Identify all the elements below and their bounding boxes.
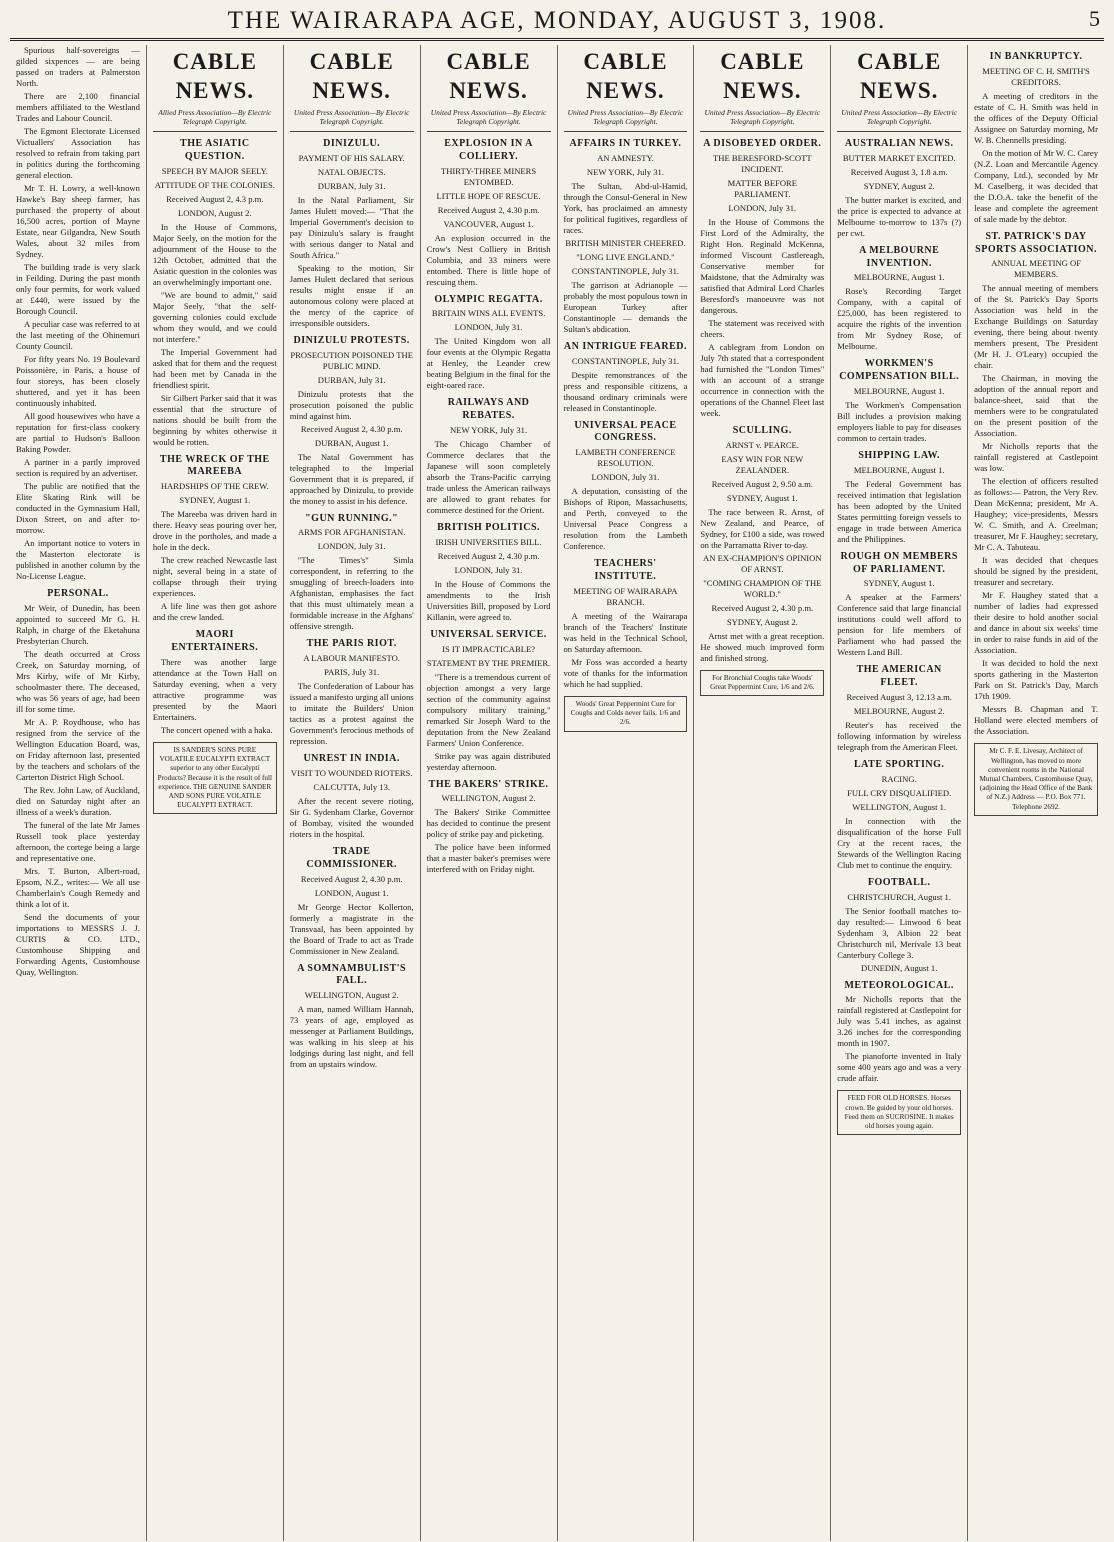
article-headline: ST. PATRICK'S DAY SPORTS ASSOCIATION. [975, 230, 1097, 255]
article-paragraph: Arnst met with a great reception. He showed much improved form and finished strong. [700, 630, 825, 663]
article-paragraph: Dinizulu protests that the prosecution poisoned the public mind against him. [289, 388, 414, 421]
article-paragraph: "The Times's" Simla correspondent, in referring to the smuggling of breech-loaders into Afghanistan, emphasises the fact that this must ultimately mean a formidable increase in the Afghans' offensive strength. [289, 555, 414, 632]
article-subheading: VANCOUVER, August 1. [443, 218, 534, 229]
column-title: CABLE NEWS. [720, 49, 805, 104]
article-headline: LATE SPORTING. [854, 759, 945, 771]
article-subheading: Received August 2, 4.3 p.m. [166, 193, 264, 204]
article-paragraph: Spurious half-sovereigns — gilded sixpences — are being passed on traders at Palmerston North. [16, 45, 140, 88]
article-paragraph: The Bakers' Strike Committee has decided to continue the present policy of strike pay and picketing. [426, 807, 551, 840]
article-subheading: ATTITUDE OF THE COLONIES. [154, 179, 275, 190]
article-paragraph: "We are bound to admit," said Major Seely, "that the self-governing colonies could exclude whom they would, and we could not interfere." [152, 289, 277, 344]
article-subheading: STATEMENT BY THE PREMIER. [426, 657, 551, 668]
article-subheading: AN EX-CHAMPION'S OPINION OF ARNST. [703, 552, 822, 574]
article-paragraph: The Federal Government has received intimation that legislation has been adopted by the United States permitting foreign vessels to engage in trade between America and the Philippines. [837, 478, 962, 544]
article-paragraph: There was another large attendance at the Town Hall on Saturday evening, when a very attractive programme was presented by the Maori Entertainers. [152, 656, 277, 722]
article-subheading: BUTTER MARKET EXCITED. [842, 152, 956, 163]
column-credit-line: United Press Association—By Electric Telegraph Copyright. [564, 108, 688, 132]
article-headline: AN INTRIGUE FEARED. [563, 340, 687, 352]
article-subheading: IRISH UNIVERSITIES BILL. [435, 536, 542, 547]
article-subheading: ARMS FOR AFGHANISTAN. [297, 527, 406, 538]
article-paragraph: There are 2,100 financial members affiliated to the Westland Trades and Labour Council. [16, 91, 140, 123]
article-subheading: MEETING OF C. H. SMITH'S CREDITORS. [982, 65, 1090, 87]
masthead [10, 4, 1104, 41]
article-paragraph: The funeral of the late Mr James Russell took place yesterday afternoon, the cortege being a large and representative one. [16, 819, 140, 863]
article-subheading: LONDON, July 31. [591, 472, 660, 483]
article-subheading: SYDNEY, August 2. [726, 616, 798, 627]
article-paragraph: The annual meeting of members of the St. Patrick's Day Sports Association was held in the Exchange Buildings on Saturday evening, there being about twenty members present, The President (Mr H. J. O'Leary) occupied the chair. [974, 283, 1098, 371]
article-headline: A SOMNAMBULIST'S FALL. [297, 962, 407, 987]
article-subheading: VISIT TO WOUNDED RIOTERS. [290, 768, 413, 779]
article-subheading: LONDON, July 31. [728, 202, 797, 213]
article-headline: EXPLOSION IN A COLLIERY. [444, 138, 533, 162]
article-headline: UNREST IN INDIA. [303, 753, 400, 765]
article-paragraph: The Chairman, in moving the adoption of the annual report and balance-sheet, said that the members were to be congratulated on the present position of the Association. [974, 373, 1098, 439]
article-subheading: LONDON, July 31. [454, 322, 523, 333]
article-subheading: SYDNEY, August 1. [726, 492, 798, 503]
article-subheading: LONDON, July 31. [454, 564, 523, 575]
column-7 [831, 45, 968, 1541]
column-4 [421, 45, 558, 1541]
article-paragraph: A partner in a partly improved section is required by an advertiser. [16, 457, 140, 478]
article-subheading: THE BERESFORD-SCOTT INCIDENT. [713, 152, 812, 174]
article-paragraph: An explosion occurred in the Crow's Nest Colliery in British Columbia, and 33 miners were entombed. There is little hope of rescuing them. [426, 232, 551, 287]
advertisement: For Bronchial Coughs take Woods' Great Peppermint Cure, 1/6 and 2/6. [700, 670, 824, 696]
article-paragraph: A cablegram from London on July 7th stated that a correspondent had furnished the "London Times" with an account of a strange occurrence in connection with the operations of the Channel Fleet last week. [700, 341, 825, 418]
article-subheading: Received August 3, 1.8 a.m. [850, 166, 948, 177]
article-paragraph: Mr George Hector Kollerton, formerly a magistrate in the Transvaal, has been appointed by the Board of Trade to act as Trade Commissioner in New Zealand. [289, 901, 414, 956]
article-paragraph: Mr Weir, of Dunedin, has been appointed to succeed Mr G. H. Ralph, in charge of the Eketahuna Presbyterian Church. [16, 602, 140, 646]
article-headline: BRITISH POLITICS. [437, 522, 541, 534]
column-credit-line: United Press Association—By Electric Telegraph Copyright. [290, 108, 414, 132]
article-paragraph: A meeting of creditors in the estate of C. H. Smith was held in the offices of the Deputy Official Assignee on Saturday morning, Mr W. B. Chennells presiding. [974, 90, 1098, 145]
article-subheading: BRITAIN WINS ALL EVENTS. [431, 308, 546, 319]
article-paragraph: A peculiar case was referred to at the last meeting of the Ohinemuri County Council. [16, 319, 140, 351]
article-subheading: MEETING OF WAIRARAPA BRANCH. [573, 585, 678, 607]
article-headline: ROUGH ON MEMBERS OF PARLIAMENT. [840, 550, 958, 575]
article-subheading: "LONG LIVE ENGLAND." [576, 251, 675, 262]
article-paragraph: Mr T. H. Lowry, a well-known Hawke's Bay sheep farmer, has purchased the property of about 16,500 acres, portion of Mayne Estate, near Gilgandra, New South Wales, about 32 miles from Sydney. [16, 183, 140, 259]
article-subheading: CALCUTTA, July 13. [313, 782, 391, 793]
article-headline: SHIPPING LAW. [858, 450, 941, 462]
article-paragraph: "There is a tremendous current of objection amongst a very large section of the community against compulsory military training," remarked Sir Joseph Ward to the deputation from the New Zealand Farmers' Union Conference. [426, 671, 551, 748]
article-subheading: NEW YORK, July 31. [450, 425, 528, 436]
article-paragraph: The statement was received with cheers. [700, 317, 825, 339]
article-paragraph: A meeting of the Wairarapa branch of the Teachers' Institute was held in the Technical School, on Saturday afternoon. [563, 610, 688, 654]
article-paragraph: The public are notified that the Elite Skating Rink will be conducted in the Gymnasium Hall, Dixon Street, on and after to-morrow. [16, 481, 140, 535]
article-headline: THE BAKERS' STRIKE. [428, 778, 549, 790]
article-subheading: MATTER BEFORE PARLIAMENT. [727, 177, 798, 199]
article-paragraph: Send the documents of your importations to MESSRS J. J. CURTIS & CO. LTD., Customhouse Shipping and Forwarding Agents, Customhouse Quay, Wellington. [16, 911, 140, 977]
article-paragraph: Mrs. T. Burton, Albert-road, Epsom, N.Z., writes:— We all use Chamberlain's Cough Remedy and think a lot of it. [16, 865, 140, 909]
article-subheading: WELLINGTON, August 2. [304, 990, 399, 1001]
article-paragraph: The Workmen's Compensation Bill includes a provision making employers liable to pay for diseases common to certain trades. [837, 400, 962, 444]
article-subheading: SYDNEY, August 2. [863, 180, 935, 191]
page-number: 5 [1089, 6, 1100, 31]
article-subheading: CHRISTCHURCH, August 1. [847, 891, 951, 902]
article-paragraph: The Imperial Government had asked that for them and the request had been met by Canada in the friendliest spirit. [152, 346, 277, 390]
article-subheading: DURBAN, July 31. [317, 180, 386, 191]
article-headline: TRADE COMMISSIONER. [306, 846, 398, 870]
column-2 [147, 45, 284, 1541]
article-paragraph: A life line was then got ashore and the crew landed. [152, 601, 277, 623]
article-subheading: LAMBETH CONFERENCE RESOLUTION. [575, 447, 676, 469]
article-subheading: MELBOURNE, August 1. [853, 386, 945, 397]
article-subheading: SYDNEY, August 1. [179, 495, 251, 506]
article-subheading: DURBAN, July 31. [317, 374, 386, 385]
article-paragraph: After the recent severe rioting, Sir G. Sydenham Clarke, Governor of Bombay, visited the wounded rioters in the hospital. [289, 796, 414, 840]
article-subheading: A LABOUR MANIFESTO. [303, 653, 400, 664]
article-headline: TEACHERS' INSTITUTE. [594, 558, 657, 583]
article-headline: DINIZULU PROTESTS. [293, 334, 410, 346]
article-headline: MAORI ENTERTAINERS. [171, 629, 259, 654]
article-subheading: CONSTANTINOPLE, July 31. [571, 355, 680, 366]
article-subheading: LONDON, July 31. [317, 541, 386, 552]
article-subheading: Received August 2, 4.30 p.m. [300, 423, 403, 434]
article-paragraph: The Mareeba was driven hard in there. Heavy seas pouring over her, drove in the portholes, and made a hole in the deck. [152, 509, 277, 553]
column-1 [10, 45, 147, 1541]
article-subheading: LONDON, August 1. [314, 887, 389, 898]
article-subheading: Received August 2, 4.30 p.m. [300, 873, 403, 884]
article-paragraph: It was decided to hold the next sports gathering in the Masterton Park on St. Patrick's Day, March 17th 1909. [974, 658, 1098, 702]
article-paragraph: The Natal Government has telegraphed to the Imperial Government that it is prepared, if approached by Dinizulu, to provide the money to assist in his defence. [289, 451, 414, 506]
article-subheading: SPEECH BY MAJOR SEELY. [161, 165, 268, 176]
article-headline: THE ASIATIC QUESTION. [180, 138, 250, 162]
column-8 [968, 45, 1104, 1541]
column-6 [694, 45, 831, 1541]
article-paragraph: In connection with the disqualification of the horse Full Cry at the recent races, the Stewards of the Wellington Racing Club met to continue the enquiry. [837, 815, 962, 870]
article-subheading: MELBOURNE, August 1. [853, 464, 945, 475]
article-paragraph: Reuter's has received the following information by wireless telegraph from the American Fleet. [837, 720, 962, 753]
article-subheading: ANNUAL MEETING OF MEMBERS. [991, 258, 1082, 280]
article-subheading: PARIS, July 31. [324, 667, 380, 678]
article-paragraph: Sir Gilbert Parker said that it was essential that the structure of nations should be built from the beginning by whites otherwise it would be rotten. [152, 392, 277, 447]
article-subheading: "COMING CHAMPION OF THE WORLD." [703, 577, 822, 599]
column-title: CABLE NEWS. [583, 49, 668, 104]
article-headline: WORKMEN'S COMPENSATION BILL. [839, 358, 960, 383]
article-headline: FOOTBALL. [867, 876, 931, 888]
column-title: CABLE NEWS. [857, 49, 942, 104]
advertisement: Mr C. F. E. Livesay, Architect of Wellington, has moved to more convenient rooms in the National Mutual Chambers, Customhouse Quay, (adjoining the Head Office of the Bank of N.Z.) Address — P.O. Box 771. Telephone 2692. [974, 743, 1098, 816]
article-paragraph: Despite remonstrances of the press and responsible citizens, a thousand ordinary criminals were released in Constantinople. [563, 369, 688, 413]
article-headline: METEOROLOGICAL. [844, 979, 954, 991]
article-paragraph: Rose's Recording Target Company, with a capital of £25,000, has been registered to acquire the rights of the invention from Mr Sydney Rose, of Melbourne. [837, 286, 962, 352]
masthead-title: THE WAIRARAPA AGE, MONDAY, AUGUST 3, 1908. [227, 7, 887, 34]
article-paragraph: In the House of Commons, Major Seely, on the motion for the adjournment of the House to the 12th October, admitted that the Asiatic question in the colonies was an overwhelmingly important one. [152, 221, 277, 287]
article-headline: SCULLING. [732, 424, 792, 436]
article-headline: AUSTRALIAN NEWS. [844, 138, 954, 150]
article-headline: UNIVERSAL SERVICE. [430, 628, 547, 640]
article-paragraph: The police have been informed that a master baker's premises were interfered with on Friday night. [426, 842, 551, 875]
article-paragraph: The United Kingdom won all four events at the Olympic Regatta at Henley, the Leander crew beating Belgium in the final for the eight-oared race. [426, 336, 551, 391]
article-subheading: IS IT IMPRACTICABLE? [442, 643, 536, 654]
article-paragraph: The death occurred at Cross Creek, on Saturday morning, of Mrs Kirby, wife of Mr Kirby, schoolmaster there. The deceased, who was 56 years of age, had been ill for some time. [16, 648, 140, 714]
article-paragraph: In the Natal Parliament, Sir James Hulett moved:— "That the Imperial Government's decision to pay Dinizulu's salary is fraught with serious danger to Natal and South Africa." [289, 194, 414, 260]
article-headline: A MELBOURNE INVENTION. [859, 244, 940, 269]
article-subheading: Received August 2, 4.30 p.m. [711, 602, 814, 613]
article-paragraph: The Confederation of Labour has issued a manifesto urging all unions to imitate the Builders' Union tactics as a protest against the Government's ferocious methods of repression. [289, 681, 414, 747]
article-subheading: ARNST v. PEARCE. [725, 439, 799, 450]
article-headline: THE WRECK OF THE MAREEBA [159, 453, 270, 478]
article-subheading: HARDSHIPS OF THE CREW. [160, 481, 269, 492]
article-headline: THE AMERICAN FLEET. [856, 664, 942, 689]
column-credit-line: United Press Association—By Electric Telegraph Copyright. [700, 108, 824, 132]
article-subheading: NEW YORK, July 31. [586, 166, 664, 177]
article-paragraph: The concert opened with a haka. [160, 724, 273, 735]
article-paragraph: The pianoforte invented in Italy some 400 years ago and was a very crude affair. [837, 1051, 962, 1084]
article-headline: A DISOBEYED ORDER. [703, 138, 822, 150]
article-subheading: WELLINGTON, August 2. [441, 793, 536, 804]
article-paragraph: The Senior football matches to-day resulted:— Linwood 6 beat Sydenham 3, Albion 22 beat Christchurch nil, Merivale 13 beat Canterbury College 3. [837, 905, 962, 960]
article-paragraph: The race between R. Arnst, of New Zealand, and Pearce, of Sydney, for £100 a side, was rowed on the Parramatta River to-day. [700, 506, 825, 550]
article-headline: THE PARIS RIOT. [306, 638, 397, 650]
article-paragraph: Mr Nicholls reports that the rainfall registered at Castlepoint was low. [974, 441, 1098, 474]
article-paragraph: In the House of Commons the amendments to the Irish Universities Bill, proposed by Lord Killanin, were agreed to. [426, 578, 551, 622]
article-subheading: Received August 2, 9.50 a.m. [711, 478, 813, 489]
article-paragraph: Mr A. P. Roydhouse, who has resigned from the service of the Wellington Education Board, was, on Friday afternoon last, presented by the teachers and scholars of the Carterton District High School. [16, 716, 140, 782]
article-subheading: AN AMNESTY. [597, 152, 654, 163]
article-paragraph: The Egmont Electorate Licensed Victuallers' Association has resolved to refrain from taking part in politics during the forthcoming general election. [16, 126, 140, 180]
article-paragraph: On the motion of Mr W. C. Carey (N.Z. Loan and Mercantile Agency Company, Ltd.), seconded by Mr M. Caselberg, it was decided that the D.O.A. take the benefit of the lease and complete the agreement of sale made by the debtor. [974, 147, 1098, 224]
article-headline: IN BANKRUPTCY. [989, 51, 1083, 62]
column-title: CABLE NEWS. [309, 49, 394, 104]
article-paragraph: Mr F. Haughey stated that a number of ladies had expressed their desire to hold another social and dance in about six weeks' time in order to raise funds in aid of the Association. [974, 590, 1098, 656]
article-paragraph: The building trade is very slack in Feilding. During the past month only four permits, for work valued at £440, were issued by the Borough Council. [16, 262, 140, 316]
article-paragraph: A speaker at the Farmers' Conference said that large financial institutions could well afford to pension for life members of Parliament who had passed the Western Land Bill. [837, 592, 962, 658]
article-headline: AFFAIRS IN TURKEY. [569, 138, 682, 150]
advertisement: IS SANDER'S SONS PURE VOLATILE EUCALYPTI EXTRACT superior to any other Eucalypti Products? Because it is the result of full experience. THE GENUINE SANDER AND SONS PURE VOLATILE EUCALYPTI EXTRACT. [153, 742, 277, 815]
article-paragraph: An important notice to voters in the Masterton electorate is published in another column by the No-License League. [16, 538, 140, 581]
column-title: CABLE NEWS. [172, 49, 257, 104]
article-subheading: Received August 2, 4.30 p.m. [437, 550, 540, 561]
article-subheading: NATAL OBJECTS. [317, 166, 386, 177]
column-credit-line: United Press Association—By Electric Telegraph Copyright. [837, 108, 961, 132]
advertisement: FEED FOR OLD HORSES. Horses crown. Be guided by your old horses. Feed them on SUCROSINE. It makes old horses young again. [837, 1090, 961, 1135]
column-title: CABLE NEWS. [446, 49, 531, 104]
article-subheading: MELBOURNE, August 2. [853, 706, 945, 717]
article-subheading: Received August 3, 12.13 a.m. [846, 692, 952, 703]
column-3 [284, 45, 421, 1541]
article-paragraph: Strike pay was again distributed yesterday afternoon. [426, 750, 551, 772]
article-paragraph: The garrison at Adrianople — probably the most populous town in European Turkey after Constantinople — demands the Sultan's abdication. [563, 279, 688, 334]
columns [10, 45, 1104, 1541]
article-headline: OLYMPIC REGATTA. [434, 293, 543, 305]
article-paragraph: A deputation, consisting of the Bishops of Ripon, Massachusetts, and Perth, conveyed to the Universal Peace Congress a resolution from the Lambeth Conference. [563, 486, 688, 552]
article-subheading: Received August 2, 4.30 p.m. [437, 204, 540, 215]
article-paragraph: All good housewives who have a reputation for first-class cookery are partial to Hudson's Balloon Baking Powder. [16, 411, 140, 454]
article-subheading: PAYMENT OF HIS SALARY. [298, 152, 405, 163]
article-subheading: DURBAN, August 1. [314, 437, 389, 448]
article-paragraph: In the House of Commons the First Lord of the Admiralty, the Right Hon. Reginald McKenna, informed Viscount Castlereagh, Conservative member for Maidstone, that the Admiralty was satisfied that Admiral Lord Charles Beresford's manoeuvre was not dangerous. [700, 216, 825, 315]
article-paragraph: Messrs B. Chapman and T. Holland were elected members of the Association. [974, 704, 1098, 737]
article-subheading: DUNEDIN, August 1. [860, 962, 938, 973]
article-subheading: LONDON, August 2. [178, 207, 252, 218]
article-subheading: THIRTY-THREE MINERS ENTOMBED. [440, 165, 537, 187]
article-paragraph: A man, named William Hannah, 73 years of age, employed as messenger at Parliament Buildings, was walking in his sleep at his lodgings during last night, and fell from an upstairs window. [289, 1004, 414, 1070]
article-headline: DINIZULU. [323, 138, 381, 150]
article-paragraph: Mr Nicholls reports that the rainfall registered at Castlepoint for July was 5.41 inches, as against 3.26 inches for the corresponding month in 1907. [837, 994, 962, 1049]
article-headline: "GUN RUNNING." [305, 512, 399, 524]
article-paragraph: The Sultan, Abd-ul-Hamid, through the Consul-General in New York, has proclaimed an amnesty for political fugitives, regardless of races. [563, 180, 688, 235]
article-subheading: WELLINGTON, August 1. [852, 801, 947, 812]
article-subheading: EASY WIN FOR NEW ZEALANDER. [721, 453, 804, 475]
article-paragraph: The Chicago Chamber of Commerce declares that the Japanese will soon completely absorb the Trans-Pacific carrying trade unless the American railways are allowed to grant rebates for commerce destined for the Orient. [426, 439, 551, 516]
article-subheading: RACING. [881, 773, 917, 784]
article-paragraph: For fifty years No. 19 Boulevard Poissonière, in Paris, a house of four storeys, has been closely shuttered, and yet it has been continuously inhabited. [16, 354, 140, 408]
article-headline: RAILWAYS AND REBATES. [447, 397, 530, 422]
article-paragraph: The butter market is excited, and the price is expected to advance at Melbourne to-morrow to 137s (?) per cwt. [837, 194, 962, 238]
article-subheading: LITTLE HOPE OF RESCUE. [436, 190, 541, 201]
advertisement: Woods' Great Peppermint Cure for Coughs and Colds never fails. 1/6 and 2/6. [564, 696, 688, 732]
column-credit-line: United Press Association—By Electric Telegraph Copyright. [427, 108, 551, 132]
article-paragraph: The election of officers resulted as follows:— Patron, the Very Rev. Dean McKenna; president, Mr A. Haughey; vice-presidents, Messrs W. C. Smith, and A. Creelman; treasurer, Mr F. Haughey; secretary, Mr C. A. Tabuteau. [974, 476, 1098, 553]
article-subheading: SYDNEY, August 1. [863, 578, 935, 589]
article-subheading: CONSTANTINOPLE, July 31. [571, 265, 680, 276]
article-headline: UNIVERSAL PEACE CONGRESS. [574, 419, 677, 444]
column-credit-line: Allied Press Association—By Electric Telegraph Copyright. [153, 108, 277, 132]
article-headline: PERSONAL. [47, 588, 109, 599]
article-paragraph: The Rev. John Law, of Auckland, died on Saturday night after an illness of a week's duration. [16, 784, 140, 817]
article-paragraph: It was decided that cheques should be signed by the president, treasurer and secretary. [974, 555, 1098, 588]
article-subheading: PROSECUTION POISONED THE PUBLIC MIND. [290, 349, 413, 371]
article-paragraph: Mr Foss was accorded a hearty vote of thanks for the information which he had supplied. [563, 656, 688, 689]
article-subheading: FULL CRY DISQUALIFIED. [847, 787, 952, 798]
column-5 [558, 45, 695, 1541]
article-paragraph: Speaking to the motion, Sir James Hulett declared that serious results might ensue if an autonomous colony were placed at the mercy of the caprice of irresponsible outsiders. [289, 262, 414, 328]
article-subheading: MELBOURNE, August 1. [853, 272, 945, 283]
article-paragraph: The crew reached Newcastle last night, several being in a state of collapse through their trying experiences. [152, 555, 277, 599]
article-subheading: BRITISH MINISTER CHEERED. [565, 237, 686, 248]
